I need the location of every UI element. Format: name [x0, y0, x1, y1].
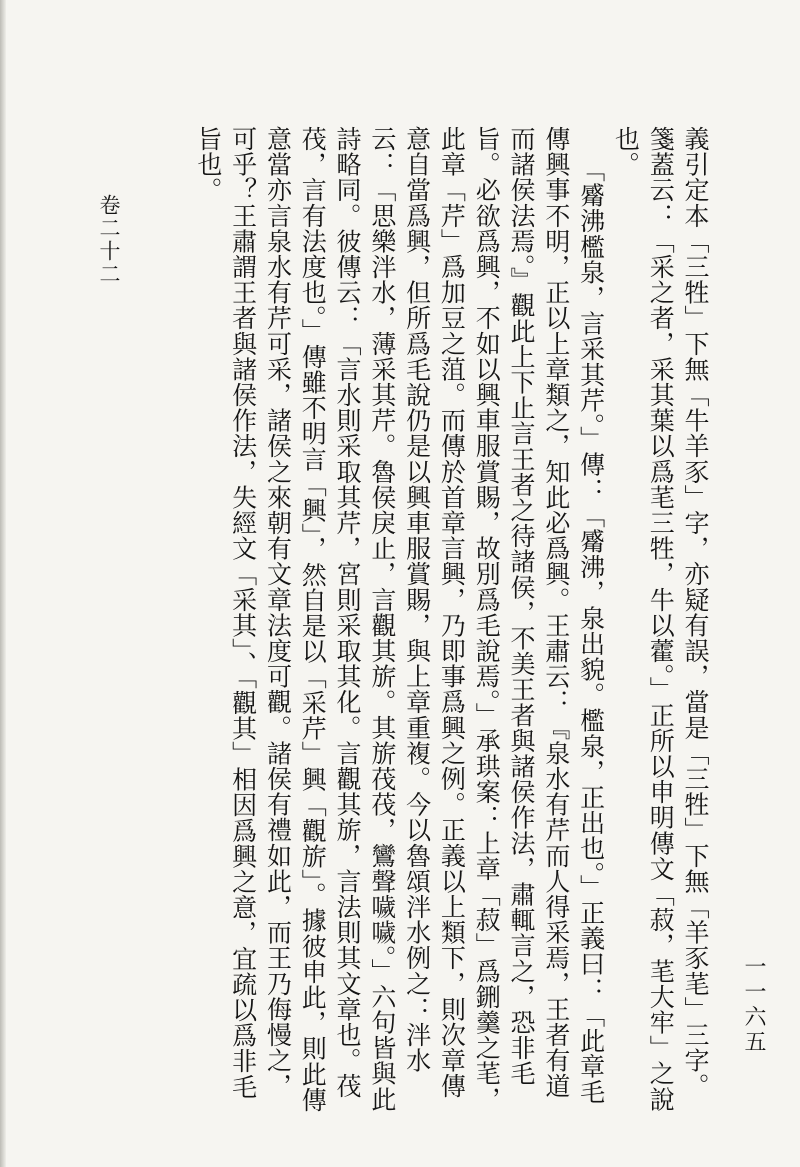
page-number: 一一六五: [741, 955, 766, 1055]
body-text: [92, 126, 712, 1116]
volume-label: 卷二十二: [97, 194, 121, 286]
page-spine-shadow: [0, 0, 6, 1167]
paragraph-1: 義引定本「三牲」下無「牛羊豕」字，亦疑有誤，當是「三牲」下無「羊豕芼」三字。箋蓋云：「采之者，采其葉以爲芼三牲，牛以藿。」正所以申明傳文「菽，芼大牢」之說也。: [611, 126, 710, 1112]
paragraph-2: 「觱沸檻泉，言采其芹。」傳：「觱沸，泉出貌。檻泉，正出也。」正義曰：「此章毛傳興事不明，正以上章類之，知此必爲興。王肅云：『泉水有芹而人得采焉，王者有道而諸侯法焉。』觀此上下止言王者之待諸侯，不美王者與諸侯作法，肅輒言之，恐非毛旨。必欲爲興，不如以興車服賞賜，故別爲毛說焉。」承珙案：上章「菽」爲鉶羹之芼，此章「芹」爲加豆之菹。而傳於首章言興，乃即事爲興之例。正義以上類下，則次章傳意自當爲興，但所爲毛說仍是以興車服賞賜，與上章重複。今以魯頌泮水例之：泮水云：「思樂泮水，薄采其芹。魯侯戾止，言觀其旂。其旂茷茷，鸞聲噦噦。」六句皆與此詩略同。彼傳云：「言水則采取其芹，宮則采取其化。言觀其旂，言法則其文章也。茷茷，言有法度也。」傳雖不明言「興」，然自是以「采芹」興「觀旂」。據彼申此，則此傳意當亦言泉水有芹可采，諸侯之來朝有文章法度可觀。諸侯有禮如此，而王乃侮慢之，可乎？王肅謂王者與諸侯作法，失經文「采其」、「觀其」相因爲興之意，宜疏以爲非毛旨也。: [193, 126, 606, 1113]
